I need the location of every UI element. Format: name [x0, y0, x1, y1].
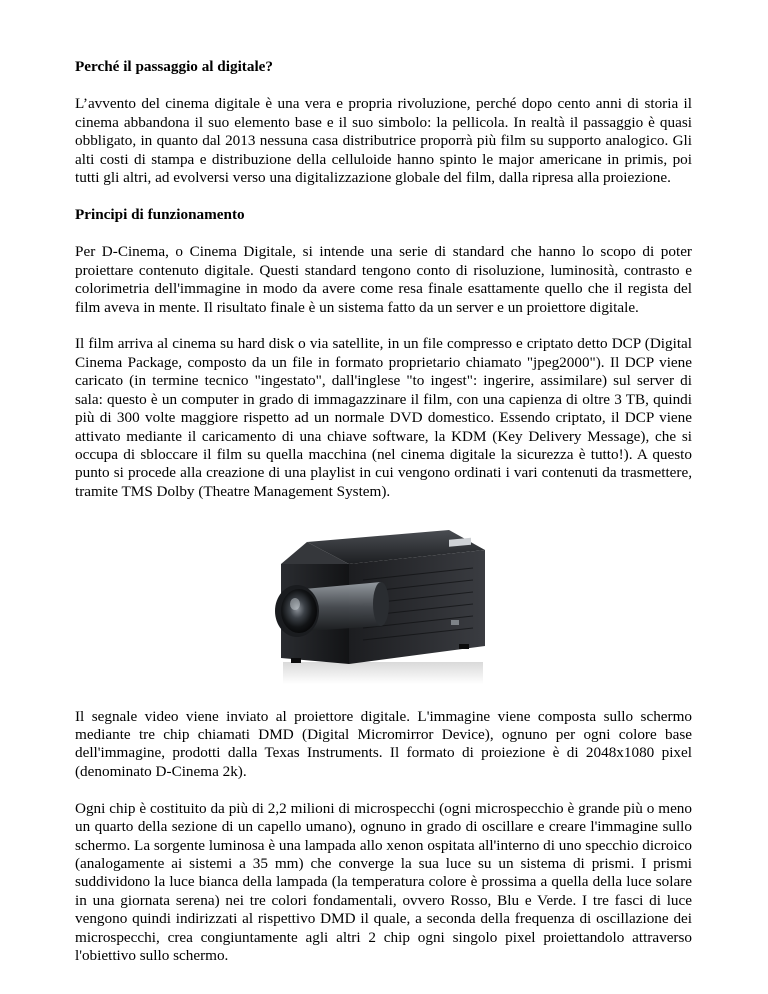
paragraph-why-digital: L’avvento del cinema digitale è una vera e propria rivoluzione, perché dopo cento anni di storia il cinema abbandona il suo elemento base e il suo simbolo: la pellicola. In realtà il passaggio è quasi obbligato, in quanto dal 2013 nessuna casa distributrice proporrà più film su supporto analogico. Gli alti costi di stampa e distribuzione della celluloide hanno spinto le major americane in primis, poi tutti gli altri, ad evolversi verso una digitalizzazione globale del film, dalla ripresa alla proiezione. — [75, 95, 692, 187]
paragraph-micromirrors: Ogni chip è costituito da più di 2,2 milioni di microspecchi (ogni microspecchio è grande più o meno un quarto della sezione di un capello umano), ognuno in grado di oscillare e creare l'immagine sullo schermo. La sorgente luminosa è una lampada allo xenon ospitata all'interno di uno specchio dicroico (analogamente ai sistemi a 35 mm) che converge la sua luce su un sistema di prismi. I prismi suddividono la luce bianca della lampada (la temperatura colore è prossima a quella della luce solare in una giornata serena) nei tre colori fondamentali, ovvero Rosso, Blu e Verde. I tre fasci di luce vengono quindi indirizzati al rispettivo DMD il quale, a seconda della frequenza di oscillazione dei microspecchi, crea congiuntamente agli altri 2 chip ogni singolo pixel proiettandolo attraverso l'obiettivo sullo schermo. — [75, 799, 692, 964]
document-page — [75, 58, 692, 984]
paragraph-dmd-chips: Il segnale video viene inviato al proiettore digitale. L'immagine viene composta sullo schermo mediante tre chip chiamati DMD (Digital Micromirror Device), ognuno per ogni colore base dell'immagine, prodotti dalla Texas Instruments. Il formato di proiezione è di 2048x1080 pixel (denominato D-Cinema 2k). — [75, 707, 692, 780]
paragraph-dcp-server: Il film arriva al cinema su hard disk o via satellite, in un file compresso e criptato detto DCP (Digital Cinema Package, composto da un file in formato proprietario chiamato "jpeg2000"). Il DCP viene caricato (in termine tecnico "ingestato", dall'inglese "to ingest": ingerire, assimilare) sul server di sala: questo è un computer in grado di immagazzinare il film, con una capienza di oltre 3 TB, quindi più di 300 volte maggiore rispetto ad un normale DVD domestico. Essendo criptato, il DCP viene attivato mediante il caricamento di una chiave software, la KDM (Key Delivery Message), che si occupa di sbloccare il film su quella macchina (nel cinema digitale la sicurezza è tutto!). A questo punto si procede alla creazione di una playlist in cui vengono ordinati i vari contenuti da trasmettere, tramite TMS Dolby (Theatre Management System). — [75, 335, 692, 500]
digital-cinema-projector-icon — [263, 520, 493, 688]
heading-why-digital: Perché il passaggio al digitale? — [75, 58, 273, 75]
paragraph-dcinema-standards: Per D-Cinema, o Cinema Digitale, si intende una serie di standard che hanno lo scopo di poter proiettare contenuto digitale. Questi standard tengono conto di risoluzione, luminosità, contrasto e colorimetria dell'immagine in modo da avere come resa finale esattamente quello che il regista del film aveva in mente. Il risultato finale è un sistema fatto da un server e un proiettore digitale. — [75, 243, 692, 316]
projector-image — [263, 520, 493, 688]
heading-operating-principles: Principi di funzionamento — [75, 205, 245, 223]
